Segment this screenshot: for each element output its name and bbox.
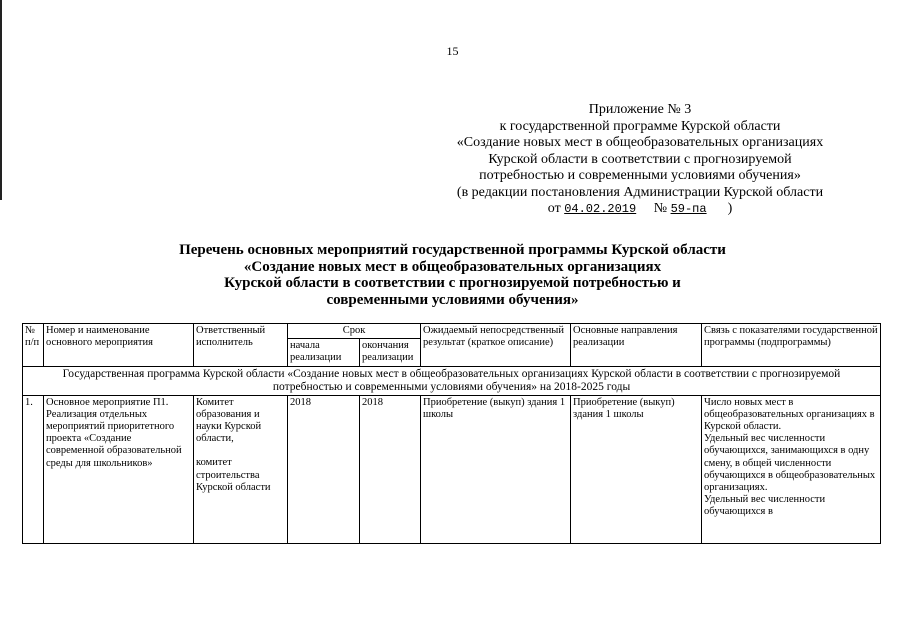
title-line: Перечень основных мероприятий государственной программы Курской области — [179, 242, 726, 258]
header-num: № п/п — [23, 324, 44, 367]
appendix-title: Приложение № 3 — [588, 102, 692, 117]
title-line: «Создание новых мест в общеобразовательных организациях — [243, 258, 662, 275]
cell-num: 1. — [23, 395, 44, 543]
table-header-row — [23, 324, 881, 339]
cell-directions: Приобретение (выкуп) здания 1 школы — [571, 395, 702, 543]
table-row — [23, 395, 881, 543]
appendix-line: Курской области в соответствии с прогнозируемой — [488, 151, 792, 167]
document-title — [0, 242, 905, 308]
page-number: 15 — [446, 44, 459, 58]
executor-1: Комитет образования и науки Курской области, — [196, 396, 262, 445]
date-prefix: от — [547, 201, 561, 216]
header-directions: Основные направления реализации — [571, 324, 702, 367]
decree-date: 04.02.2019 — [564, 202, 637, 216]
number-prefix: № — [653, 201, 668, 216]
appendix-date-line — [380, 201, 900, 218]
appendix-line: «Создание новых мест в общеобразовательных организациях — [456, 135, 824, 150]
header-link: Связь с показателями государственной программы (подпрограммы) — [702, 324, 881, 367]
link-text-2: Удельный вес численности обучающихся, занимающихся в одну смену, в общей численности обучающихся в общеобразовательных организациях. — [704, 433, 876, 494]
appendix-line: (в редакции постановления Администрации Курской области — [456, 184, 824, 200]
header-result: Ожидаемый непосредственный результат (краткое описание) — [421, 324, 571, 367]
header-term-start: начала реализации — [288, 339, 360, 366]
program-row-text: Государственная программа Курской области «Создание новых мест в общеобразовательных организациях Курской области в соответствии с прогнозируемой потребностью и современными условиями обучения» на 2018-2025 годы — [23, 366, 881, 395]
cell-start: 2018 — [288, 395, 360, 543]
decree-number: 59-па — [670, 202, 707, 216]
appendix-line: потребностью и современными условиями обучения» — [479, 168, 801, 183]
header-term-end: окончания реализации — [360, 339, 421, 366]
title-line: Курской области в соответствии с прогнозируемой потребностью и — [224, 275, 681, 291]
measures-table — [22, 323, 881, 544]
cell-executor — [194, 395, 288, 543]
header-executor: Ответственный исполнитель — [194, 324, 288, 367]
cell-name: Основное мероприятие П1. Реализация отдельных мероприятий приоритетного проекта «Создание современной образовательной среды для школьников» — [44, 395, 194, 543]
closing-paren: ) — [727, 201, 733, 216]
appendix-line: к государственной программе Курской области — [499, 118, 781, 134]
executor-2: комитет строительства Курской области — [196, 457, 271, 493]
header-name: Номер и наименование основного мероприятия — [44, 324, 194, 367]
link-text-1: Число новых мест в общеобразовательных организациях в Курской области. — [704, 396, 875, 433]
header-term: Срок — [288, 324, 421, 339]
link-text-3: Удельный вес численности обучающихся в — [704, 494, 826, 518]
cell-end: 2018 — [360, 395, 421, 543]
cell-link — [702, 395, 881, 543]
program-row — [23, 366, 881, 395]
appendix-block — [380, 102, 900, 218]
cell-result: Приобретение (выкуп) здания 1 школы — [421, 395, 571, 543]
page-edge-line — [0, 0, 2, 200]
title-line: современными условиями обучения» — [326, 291, 579, 308]
